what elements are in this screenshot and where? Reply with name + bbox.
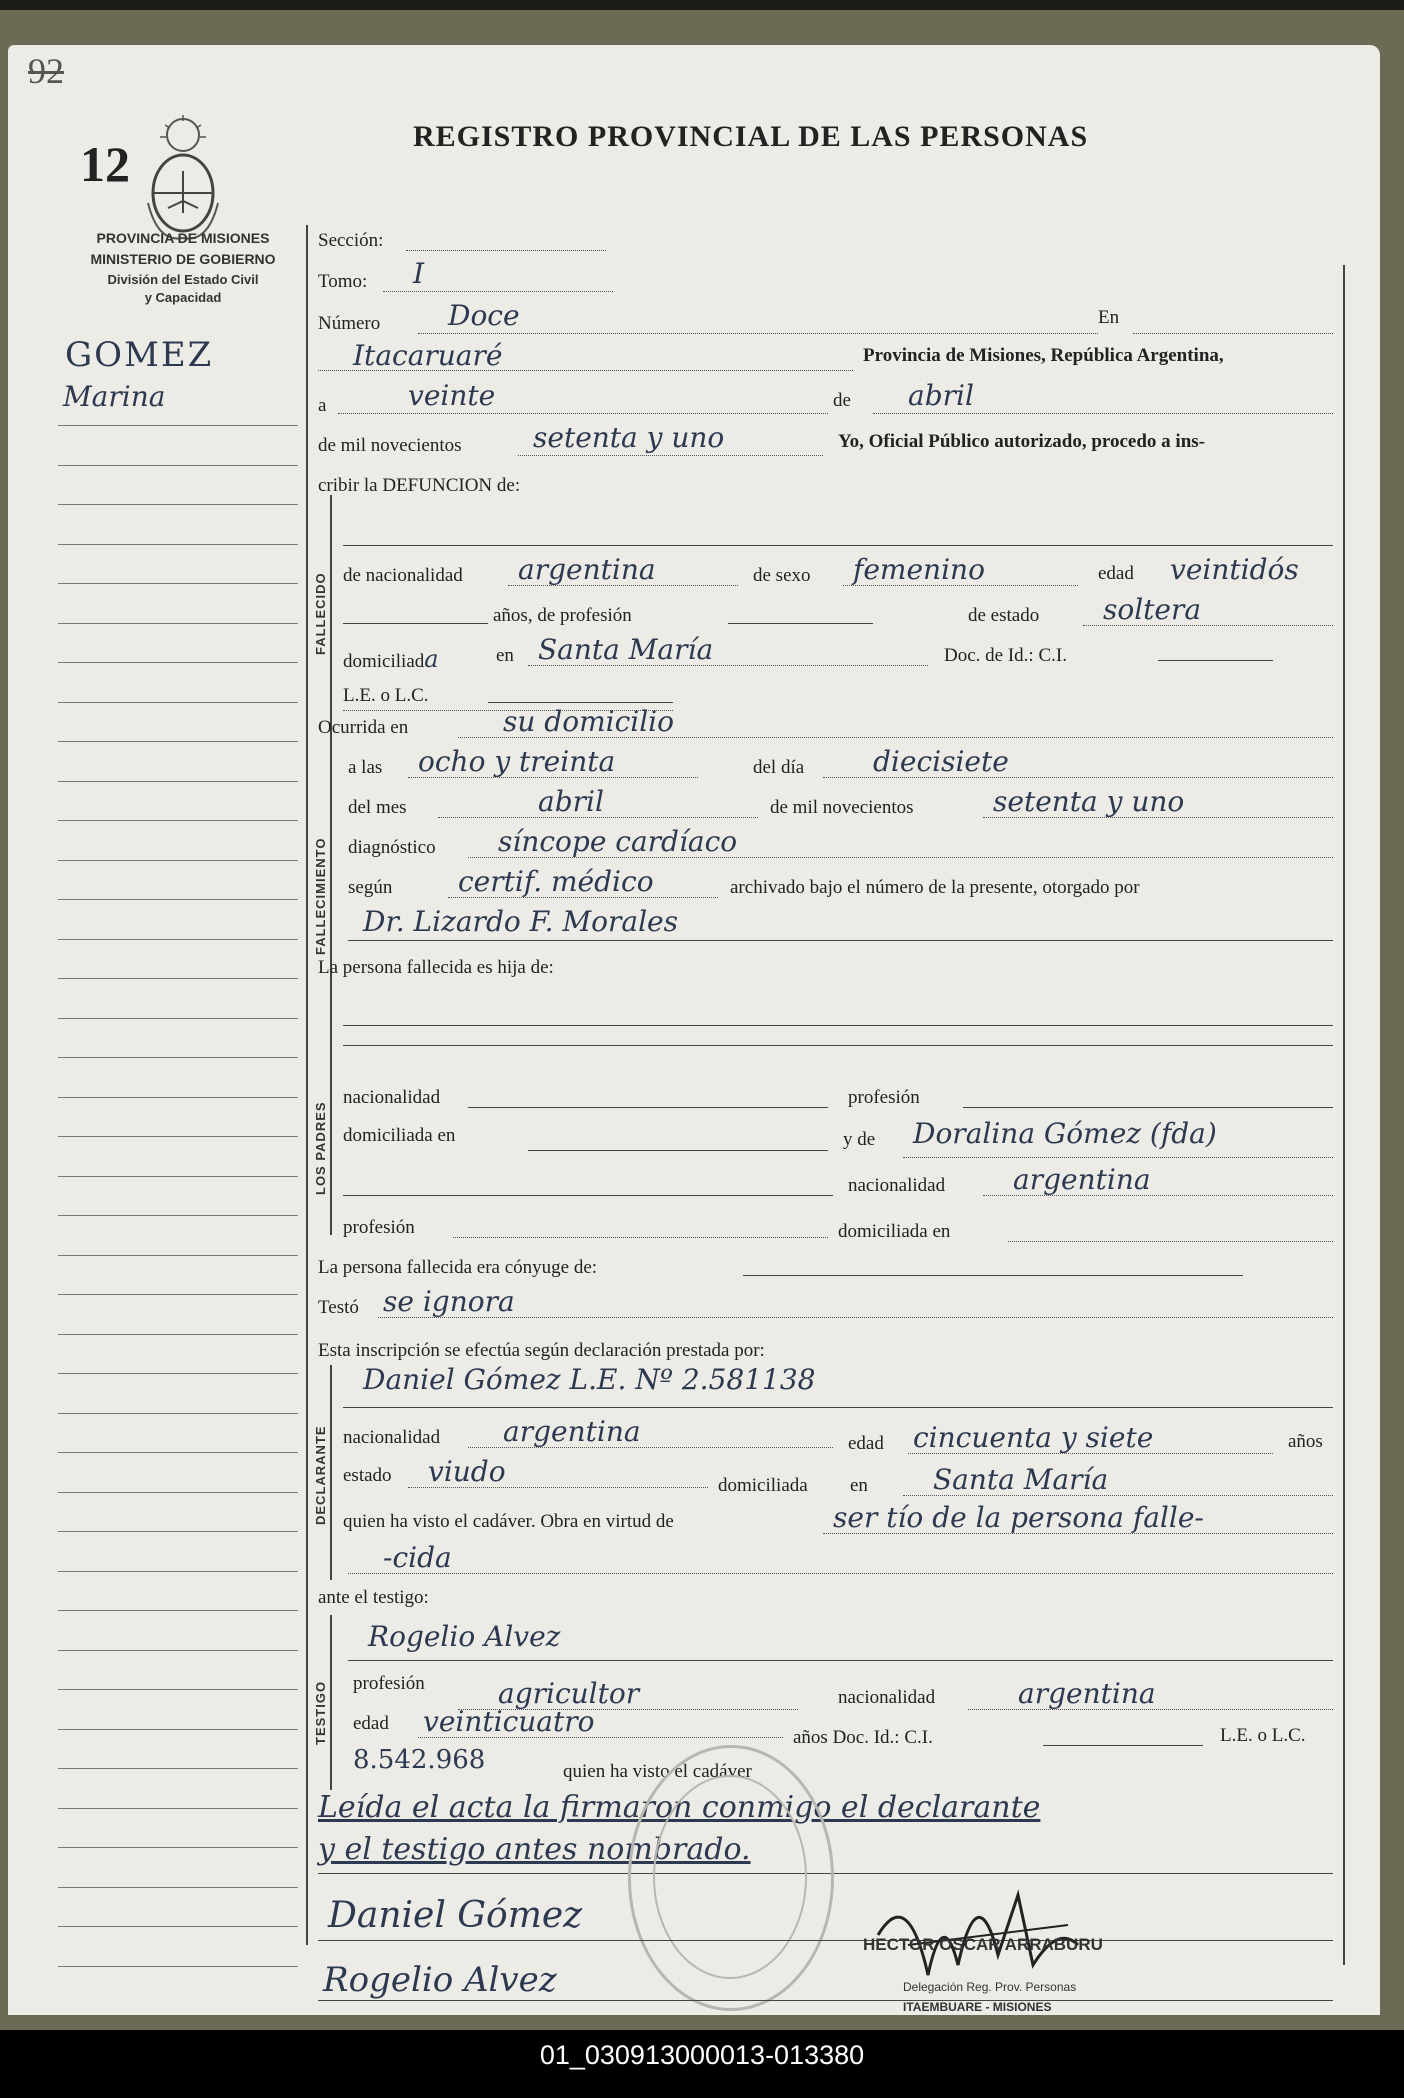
side-label-fallecido: FALLECIDO	[313, 572, 328, 655]
anos-doc-label: años Doc. Id.: C.I.	[793, 1727, 933, 1748]
dia-fallec-value: diecisiete	[873, 745, 1009, 778]
side-label-fallecimiento: FALLECIMIENTO	[313, 837, 328, 955]
margin-rule-line	[58, 583, 298, 584]
official-place: ITAEMBUARE - MISIONES	[903, 2000, 1052, 2014]
declarante-domicilio-label: domiciliada	[718, 1475, 808, 1496]
margin-rule-line	[58, 939, 298, 940]
declarante-nacionalidad-label: nacionalidad	[343, 1427, 441, 1448]
provincia-label: Provincia de Misiones, República Argentina,	[863, 345, 1224, 366]
margin-rule-line	[58, 623, 298, 624]
margin-rule-line	[58, 1136, 298, 1137]
province-label: PROVINCIA DE MISIONES	[96, 230, 270, 246]
ante-testigo-label: ante el testigo:	[318, 1587, 429, 1608]
de-label: de	[833, 390, 851, 411]
margin-rule-line	[58, 1097, 298, 1098]
padre-domicilio-label: domiciliada en	[343, 1125, 456, 1146]
inscripcion-label: Esta inscripción se efectúa según declaración prestada por:	[318, 1340, 765, 1361]
margin-rule-line	[58, 544, 298, 545]
declarante-en-label: en	[850, 1475, 868, 1496]
margin-rule-line	[58, 1018, 298, 1019]
side-label-testigo: TESTIGO	[313, 1680, 328, 1745]
mes-value: abril	[908, 379, 974, 412]
quien-visto-label: quien ha visto el cadáver	[563, 1761, 752, 1782]
side-label-padres: LOS PADRES	[313, 1101, 328, 1195]
de-mil-label-2: de mil novecientos	[770, 797, 914, 818]
a-label: a	[318, 395, 327, 416]
margin-rule-line	[58, 1334, 298, 1335]
official-signature-icon	[868, 1865, 1088, 1995]
numero-label: Número	[318, 313, 381, 334]
mes-fallec-value: abril	[538, 785, 604, 818]
struck-page-number: 92	[28, 51, 64, 91]
margin-rule-line	[58, 1373, 298, 1374]
testigo-edad-label: edad	[353, 1713, 389, 1734]
margin-rule-line	[58, 1057, 298, 1058]
tomo-value: I	[413, 257, 425, 290]
hora-value: ocho y treinta	[418, 745, 616, 778]
margin-rule-line	[58, 1571, 298, 1572]
sexo-label: de sexo	[753, 565, 811, 586]
madre-nacionalidad-value: argentina	[1013, 1163, 1151, 1196]
estado-label: de estado	[968, 605, 1040, 626]
declarante-name: Daniel Gómez L.E. Nº 2.581138	[363, 1363, 816, 1396]
image-caption: 01_030913000013-013380	[539, 2040, 865, 2070]
estado-value: soltera	[1103, 593, 1202, 626]
division-label: División del Estado Civil	[107, 272, 259, 287]
testigo-edad-value: veinticuatro	[423, 1705, 595, 1738]
de-mil-label: de mil novecientos	[318, 435, 462, 456]
sexo-value: femenino	[853, 553, 985, 586]
margin-rule-line	[58, 820, 298, 821]
margin-rule-line	[58, 425, 298, 426]
margin-rule-line	[58, 899, 298, 900]
anos-label: años	[1288, 1431, 1323, 1452]
testigo-nacionalidad-label: nacionalidad	[838, 1687, 936, 1708]
madre-domicilio-label: domiciliada en	[838, 1221, 951, 1242]
margin-surname: GOMEZ	[65, 335, 214, 375]
testigo-profesion-label: profesión	[353, 1673, 425, 1694]
declarante-estado-value: viudo	[428, 1455, 506, 1488]
margin-rule-line	[58, 1729, 298, 1730]
vinculo-value: ser tío de la persona falle-	[833, 1501, 1204, 1534]
vinculo-value-2: -cida	[383, 1541, 452, 1574]
signature-declarante: Daniel Gómez	[328, 1895, 583, 1936]
capacity-label: y Capacidad	[144, 290, 222, 305]
declarante-nacionalidad-value: argentina	[503, 1415, 641, 1448]
declarante-estado-label: estado	[343, 1465, 392, 1486]
diagnostico-value: síncope cardíaco	[498, 825, 738, 858]
margin-divider	[306, 225, 308, 1945]
closing-line-2: y el testigo antes nombrado.	[318, 1832, 751, 1867]
doc-id-label: Doc. de Id.: C.I.	[944, 645, 1067, 666]
domiciliad-label: domiciliada	[343, 645, 439, 673]
margin-given-name: Marina	[63, 380, 166, 413]
margin-rule-line	[58, 1492, 298, 1493]
testo-value: se ignora	[383, 1285, 515, 1318]
margin-rule-line	[58, 1966, 298, 1967]
margin-rule-line	[58, 1176, 298, 1177]
header-block	[48, 230, 318, 305]
margin-rule-line	[58, 1610, 298, 1611]
document-page	[8, 45, 1380, 2015]
a-las-label: a las	[348, 757, 383, 778]
margin-rule-line	[58, 1926, 298, 1927]
nacionalidad-value: argentina	[518, 553, 656, 586]
diagnostico-label: diagnóstico	[348, 837, 436, 858]
domiciliado-suffix: a	[424, 645, 439, 673]
medico-value: Dr. Lizardo F. Morales	[363, 905, 678, 938]
seccion-label: Sección:	[318, 230, 384, 251]
document-title: REGISTRO PROVINCIAL DE LAS PERSONAS	[413, 120, 1089, 153]
conyuge-label: La persona fallecida era cónyuge de:	[318, 1257, 598, 1278]
segun-value: certif. médico	[458, 865, 654, 898]
en-label-2: en	[496, 645, 514, 666]
localidad-value: Itacaruaré	[353, 339, 503, 372]
margin-rule-line	[58, 702, 298, 703]
margin-rule-line	[58, 1531, 298, 1532]
signature-testigo: Rogelio Alvez	[323, 1960, 557, 2000]
closing-line-1: Leída el acta la firmaron conmigo el declarante	[318, 1790, 1041, 1825]
margin-rule-line	[58, 504, 298, 505]
margin-rule-line	[58, 1808, 298, 1809]
margin-rule-line	[58, 1255, 298, 1256]
margin-rule-line	[58, 662, 298, 663]
margin-rule-line	[58, 978, 298, 979]
margin-rule-line	[58, 465, 298, 466]
madre-nacionalidad-label: nacionalidad	[848, 1175, 946, 1196]
ocurrida-label: Ocurrida en	[318, 717, 409, 738]
margin-rule-line	[58, 1294, 298, 1295]
ocurrida-value: su domicilio	[503, 705, 674, 738]
margin-rule-line	[58, 1887, 298, 1888]
declarante-domicilio-value: Santa María	[933, 1463, 1109, 1496]
margin-rule-line	[58, 1650, 298, 1651]
edad-value: veintidós	[1170, 553, 1299, 586]
testigo-profesion-value: agricultor	[498, 1677, 640, 1710]
inscribir-label: cribir la DEFUNCION de:	[318, 475, 521, 496]
segun-label: según	[348, 877, 393, 898]
tomo-label: Tomo:	[318, 271, 368, 292]
margin-rule-line	[58, 781, 298, 782]
padre-nacionalidad-label: nacionalidad	[343, 1087, 441, 1108]
y-de-label: y de	[843, 1129, 876, 1150]
numero-value: Doce	[448, 299, 520, 332]
testigo-name: Rogelio Alvez	[368, 1620, 561, 1653]
margin-rule-line	[58, 1452, 298, 1453]
official-name: HECTOR OSCAR ARRABURU	[863, 1935, 1103, 1954]
margin-rule-line	[58, 1847, 298, 1848]
margin-rule-line	[58, 1689, 298, 1690]
del-mes-label: del mes	[348, 797, 407, 818]
dia-value: veinte	[408, 379, 496, 412]
book-number: 12	[80, 136, 130, 192]
le-lc-label-2: L.E. o L.C.	[1220, 1725, 1306, 1746]
hija-de-label: La persona fallecida es hija de:	[318, 957, 554, 978]
ministry-label: MINISTERIO DE GOBIERNO	[90, 251, 276, 267]
del-dia-label: del día	[753, 757, 805, 778]
anio-value: setenta y uno	[533, 421, 725, 454]
domicilio-value: Santa María	[538, 633, 714, 666]
anio-fallec-value: setenta y uno	[993, 785, 1185, 818]
edad-label: edad	[1098, 563, 1134, 584]
le-lc-label: L.E. o L.C.	[343, 685, 429, 706]
margin-rule-line	[58, 1215, 298, 1216]
en-label: En	[1098, 307, 1120, 328]
testigo-doc-value: 8.542.968	[353, 1745, 486, 1775]
padre-profesion-label: profesión	[848, 1087, 920, 1108]
official-delegation: Delegación Reg. Prov. Personas	[903, 1980, 1077, 1994]
margin-rule-line	[58, 741, 298, 742]
stamp-inner-ring	[653, 1775, 807, 1979]
margin-rule-line	[58, 1768, 298, 1769]
side-label-declarante: DECLARANTE	[313, 1425, 328, 1525]
declarante-edad-value: cincuenta y siete	[913, 1421, 1154, 1454]
margin-rule-line	[58, 860, 298, 861]
yo-label: Yo, Oficial Público autorizado, procedo a ins-	[838, 431, 1205, 452]
anos-profesion-label: años, de profesión	[493, 605, 632, 626]
testo-label: Testó	[318, 1297, 359, 1318]
quien-cadaver-label: quien ha visto el cadáver. Obra en virtud de	[343, 1511, 674, 1532]
nacionalidad-label: de nacionalidad	[343, 565, 463, 586]
right-border	[1343, 265, 1345, 1965]
margin-rule-line	[58, 1413, 298, 1414]
madre-profesion-label: profesión	[343, 1217, 415, 1238]
archivado-label: archivado bajo el número de la presente, otorgado por	[730, 877, 1140, 898]
declarante-edad-label: edad	[848, 1433, 884, 1454]
testigo-nacionalidad-value: argentina	[1018, 1677, 1156, 1710]
madre-value: Doralina Gómez (fda)	[913, 1117, 1217, 1150]
